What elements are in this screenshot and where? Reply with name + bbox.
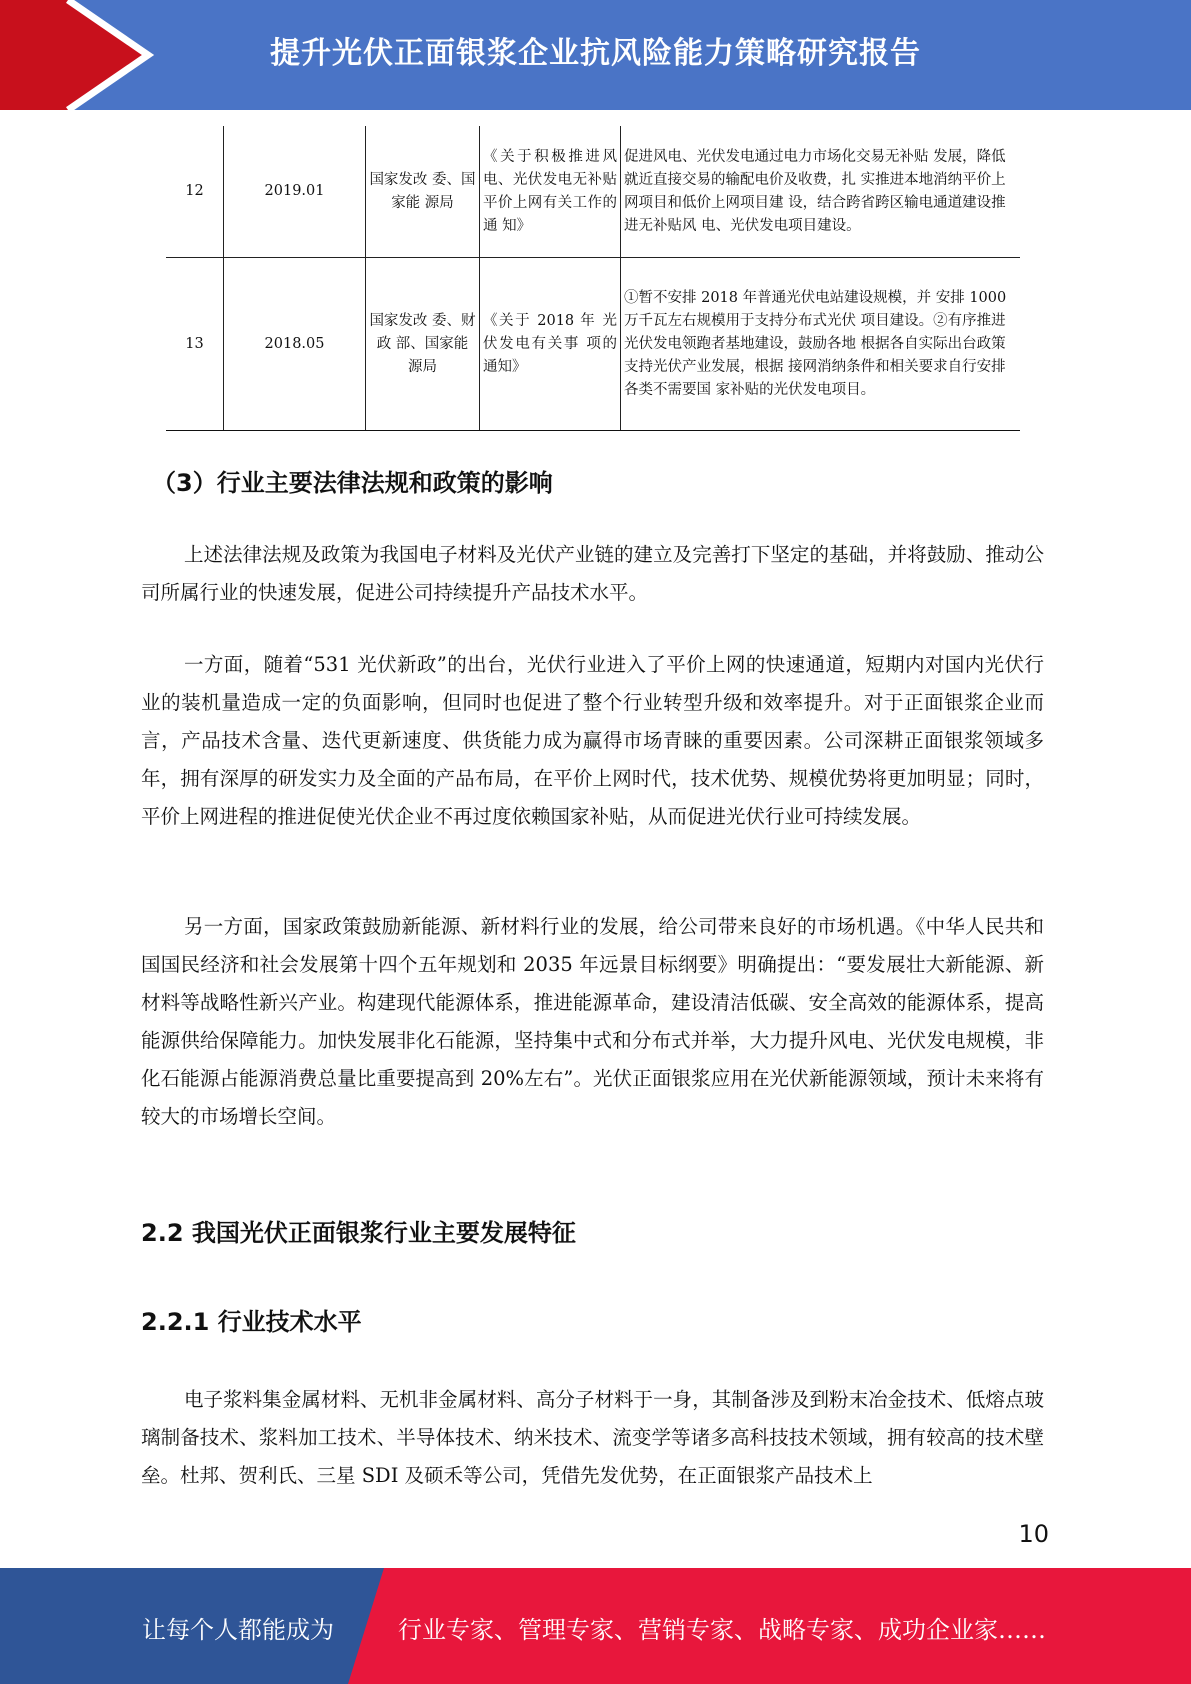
issuing-department: 国家发改 委、国家能 源局 [366, 126, 480, 258]
body-paragraph: 一方面，随着“531 光伏新政”的出台，光伏行业进入了平价上网的快速通道，短期内对国内光伏行业的装机量造成一定的负面影响，但同时也促进了整个行业转型升级和效率提升。对于正面银浆企业而言，产品技术含量、迭代更新速度、供货能力成为赢得市场青睐的重要因素。公司深耕正面银浆领域多年，拥有深厚的研发实力及全面的产品布局，在平价上网时代，技术优势、规模优势将更加明显；同时，平价上网进程的推进促使光伏企业不再过度依赖国家补贴，从而促进光伏行业可持续发展。 [141, 653, 1044, 828]
table-row [166, 126, 1020, 258]
policy-document: 《关于积极推进风电、光伏发电无补贴平价上网有关工作的通 知》 [480, 126, 621, 258]
row-number: 12 [166, 126, 224, 258]
page-header [0, 0, 1191, 110]
policy-document: 《关于 2018 年 光伏发电有关事 项的通知》 [480, 258, 621, 431]
section-heading: （3）行业主要法律法规和政策的影响 [152, 469, 553, 497]
section-heading: 2.2 我国光伏正面银浆行业主要发展特征 [141, 1219, 576, 1247]
table-row [166, 258, 1020, 431]
page-footer [0, 1568, 1191, 1684]
footer-slogan-left: 让每个人都能成为 [142, 1616, 334, 1644]
report-title: 提升光伏正面银浆企业抗风险能力策略研究报告 [270, 36, 921, 71]
body-paragraph: 上述法律法规及政策为我国电子材料及光伏产业链的建立及完善打下坚定的基础，并将鼓励、推动公司所属行业的快速发展，促进公司持续提升产品技术水平。 [141, 543, 1044, 604]
footer-slogan-right: 行业专家、管理专家、营销专家、战略专家、成功企业家…… [398, 1616, 1046, 1644]
subsection-heading: 2.2.1 行业技术水平 [141, 1308, 362, 1336]
policy-content: ①暂不安排 2018 年普通光伏电站建设规模，并 安排 1000 万千瓦左右规模用于支持分布式光伏 项目建设。②有序推进光伏发电领跑者基地建设，鼓励各地 根据各自实际出台政策支持光伏产业发展，根据 接网消纳条件和相关要求自行安排各类不需要国 家补贴的光伏发电项目。 [621, 258, 1021, 431]
issue-date: 2019.01 [224, 126, 366, 258]
issue-date: 2018.05 [224, 258, 366, 431]
policy-table [166, 126, 1020, 431]
page-number: 10 [1018, 1520, 1049, 1548]
body-paragraph: 另一方面，国家政策鼓励新能源、新材料行业的发展，给公司带来良好的市场机遇。《中华人民共和国国民经济和社会发展第十四个五年规划和 2035 年远景目标纲要》明确提出：“要发展壮大新能源、新材料等战略性新兴产业。构建现代能源体系，推进能源革命，建设清洁低碳、安全高效的能源体系，提高能源供给保障能力。加快发展非化石能源，坚持集中式和分布式并举，大力提升风电、光伏发电规模，非化石能源占能源消费总量比重要提高到 20%左右”。光伏正面银浆应用在光伏新能源领域，预计未来将有较大的市场增长空间。 [141, 915, 1044, 1128]
row-number: 13 [166, 258, 224, 431]
policy-content: 促进风电、光伏发电通过电力市场化交易无补贴 发展，降低就近直接交易的输配电价及收费，扎 实推进本地消纳平价上网项目和低价上网项目建 设，结合跨省跨区输电通道建设推进无补贴风 电、光伏发电项目建设。 [621, 126, 1021, 258]
body-paragraph: 电子浆料集金属材料、无机非金属材料、高分子材料于一身，其制备涉及到粉末冶金技术、低熔点玻璃制备技术、浆料加工技术、半导体技术、纳米技术、流变学等诸多高科技技术领域，拥有较高的技术壁垒。杜邦、贺利氏、三星 SDI 及硕禾等公司，凭借先发优势，在正面银浆产品技术上 [141, 1388, 1044, 1487]
issuing-department: 国家发改 委、财政 部、国家能 源局 [366, 258, 480, 431]
